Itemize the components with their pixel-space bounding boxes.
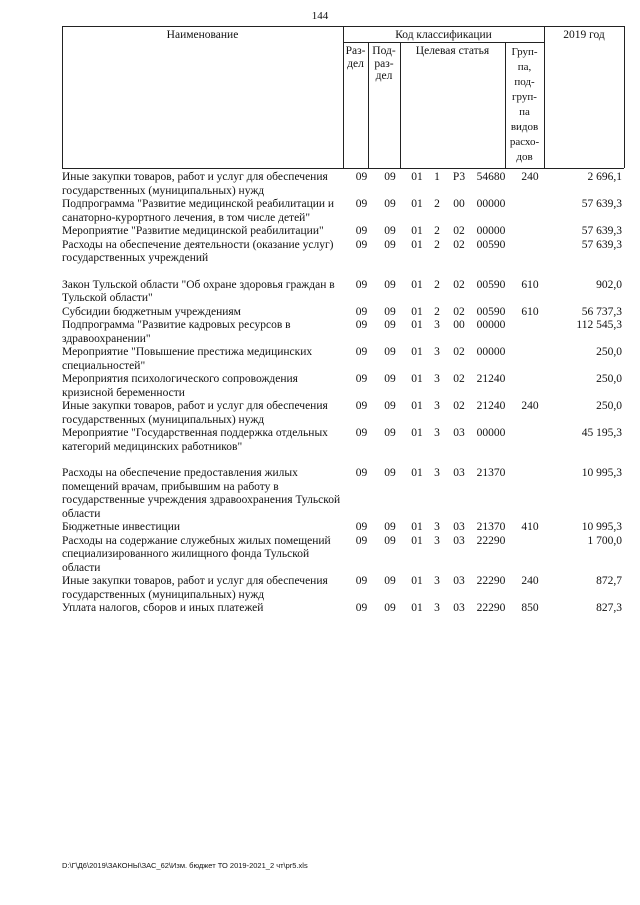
row-target-direction: 00000 (476, 319, 506, 331)
row-podrazdel: 09 (384, 521, 396, 533)
header-podrazdel-line: раз- (374, 57, 394, 70)
row-target-direction: 21370 (476, 467, 506, 479)
row-amount: 56 737,3 (581, 305, 622, 318)
row-name: Подпрограмма "Развитие кадровых ресурсов в здравоохранении" (62, 319, 291, 345)
header-vid-line: дов (516, 151, 533, 163)
row-podrazdel: 09 (384, 400, 396, 412)
row-razdel: 09 (355, 198, 368, 210)
row-target-program: 01 (411, 171, 423, 183)
row-podrazdel: 09 (384, 278, 396, 291)
header-name: Наименование (166, 29, 239, 41)
row-amount: 10 995,3 (581, 467, 622, 479)
row-name: Закон Тульской области "Об охране здоровья граждан в Тульской области" (62, 278, 335, 304)
row-razdel: 09 (355, 534, 368, 547)
row-target-direction: 00590 (476, 278, 506, 291)
row-razdel: 09 (355, 225, 368, 237)
row-expense-type (510, 198, 550, 225)
row-target-event: 00 (453, 319, 465, 331)
header-divider (544, 26, 545, 168)
row-razdel: 09 (355, 238, 368, 251)
row-amount: 57 639,3 (581, 225, 622, 237)
row-target-subprogram: 3 (434, 467, 440, 479)
table-row (62, 198, 622, 225)
table-row (62, 602, 622, 616)
row-amount: 1 700,0 (587, 534, 622, 547)
row-target-direction: 54680 (476, 171, 506, 183)
row-name: Субсидии бюджетным учреждениям (62, 305, 241, 318)
row-name: Расходы на обеспечение предоставления жилых помещений врачам, прибывшим на работу в государственные учреждения здравоохранения Тульской области (62, 467, 341, 520)
header-podrazdel-line: Под- (372, 45, 396, 57)
row-razdel: 09 (355, 602, 368, 614)
row-amount: 250,0 (596, 346, 622, 358)
row-podrazdel: 09 (384, 373, 396, 385)
row-razdel: 09 (355, 400, 368, 412)
header-vid (505, 45, 544, 165)
row-expense-type (510, 373, 550, 400)
table-row (62, 575, 622, 602)
row-podrazdel: 09 (384, 305, 396, 318)
row-podrazdel: 09 (384, 346, 396, 358)
row-target-program: 01 (411, 319, 423, 331)
row-expense-type (510, 427, 550, 454)
row-razdel: 09 (355, 346, 368, 358)
row-name: Расходы на содержание служебных жилых помещений специализированного жилищного фонда Тульской области (62, 534, 331, 574)
header-target: Целевая статья (415, 45, 490, 57)
page-number: 144 (311, 10, 329, 22)
row-name: Мероприятие "Развитие медицинской реабилитации" (62, 225, 324, 237)
row-expense-type (510, 225, 550, 239)
table-row (62, 373, 622, 400)
table-row (62, 346, 622, 373)
table-row (62, 535, 622, 576)
row-target-direction: 00000 (476, 198, 506, 210)
table-row (62, 454, 622, 521)
row-target-event: 03 (453, 602, 465, 614)
row-target-direction: 21240 (476, 373, 506, 385)
row-amount: 112 545,3 (576, 319, 622, 331)
row-amount: 250,0 (596, 400, 622, 412)
row-razdel: 09 (355, 521, 368, 533)
row-target-event: Р3 (452, 171, 466, 183)
row-expense-type (510, 319, 550, 346)
header-vid-line: Груп- (511, 46, 538, 58)
row-podrazdel: 09 (384, 427, 396, 439)
row-amount: 250,0 (596, 373, 622, 385)
row-target-program: 01 (411, 305, 423, 318)
row-expense-type: 410 (521, 521, 539, 533)
header-border-left (62, 26, 63, 168)
table-row (62, 521, 622, 535)
file-path-footer: D:\Г\Д6\2019\ЗАКОНЫ\ЗАС_62\Изм. бюджет ТО 2019-2021_2 чт\pr5.xls (62, 861, 308, 870)
row-razdel: 09 (355, 305, 368, 318)
row-target-event: 03 (453, 534, 465, 547)
row-target-subprogram: 2 (434, 305, 440, 318)
row-expense-type: 850 (521, 602, 539, 614)
row-razdel: 09 (355, 467, 368, 479)
row-target-direction: 00590 (476, 305, 506, 318)
row-target-event: 02 (453, 305, 465, 318)
row-target-program: 01 (411, 400, 423, 412)
header-code-group: Код классификации (395, 29, 492, 41)
row-target-subprogram: 3 (434, 521, 440, 533)
row-target-event: 00 (453, 198, 465, 210)
row-name: Мероприятие "Государственная поддержка отдельных категорий медицинских работников" (62, 427, 328, 453)
row-amount: 57 639,3 (581, 238, 622, 251)
row-target-direction: 00000 (476, 225, 506, 237)
row-target-subprogram: 3 (434, 319, 440, 331)
row-podrazdel: 09 (384, 534, 396, 547)
row-target-event: 02 (453, 346, 465, 358)
header-vid-line: видов (510, 121, 539, 133)
row-target-direction: 00000 (476, 346, 506, 358)
row-name: Иные закупки товаров, работ и услуг для обеспечения государственных (муниципальных) нужд (62, 575, 328, 601)
row-target-event: 02 (453, 225, 465, 237)
row-target-subprogram: 3 (434, 602, 440, 614)
table-row (62, 225, 622, 239)
row-target-program: 01 (411, 521, 423, 533)
header-vid-line: под- (514, 76, 535, 88)
table-row (62, 400, 622, 427)
header-vid-line: па, (517, 61, 532, 73)
row-target-event: 03 (453, 521, 465, 533)
row-target-subprogram: 2 (434, 225, 440, 237)
header-year: 2019 год (563, 29, 605, 41)
row-target-program: 01 (411, 278, 423, 291)
row-razdel: 09 (355, 427, 368, 439)
row-target-program: 01 (411, 198, 423, 210)
row-target-program: 01 (411, 467, 423, 479)
row-target-direction: 21240 (476, 400, 506, 412)
row-target-direction: 00000 (476, 427, 506, 439)
row-target-subprogram: 3 (434, 534, 440, 547)
header-vid-line: груп- (512, 91, 537, 103)
row-target-event: 02 (453, 400, 465, 412)
row-target-event: 02 (453, 238, 465, 251)
row-podrazdel: 09 (384, 602, 396, 614)
row-expense-type: 240 (521, 575, 539, 587)
row-target-event: 03 (453, 427, 465, 439)
header-razdel-line: дел (347, 57, 364, 70)
row-expense-type: 610 (521, 305, 539, 318)
table-row (62, 427, 622, 454)
row-name: Подпрограмма "Развитие медицинской реабилитации и санаторно-курортного лечения, в том числе детей" (62, 198, 335, 224)
header-divider (400, 42, 401, 168)
row-expense-type (510, 535, 550, 576)
row-razdel: 09 (355, 373, 368, 385)
row-target-subprogram: 3 (434, 427, 440, 439)
row-target-subprogram: 1 (434, 171, 440, 183)
row-target-subprogram: 2 (434, 238, 440, 251)
header-vid-line: па (519, 106, 530, 118)
header-border-right (624, 26, 625, 168)
row-target-direction: 21370 (476, 521, 506, 533)
row-target-program: 01 (411, 575, 423, 587)
row-target-subprogram: 3 (434, 575, 440, 587)
row-name: Иные закупки товаров, работ и услуг для обеспечения государственных (муниципальных) нужд (62, 400, 328, 426)
row-podrazdel: 09 (384, 238, 396, 251)
row-amount: 827,3 (596, 602, 622, 614)
budget-table (62, 171, 622, 616)
row-target-event: 02 (453, 278, 465, 291)
row-podrazdel: 09 (384, 198, 396, 210)
row-target-direction: 22290 (476, 602, 506, 614)
row-expense-type: 240 (521, 171, 539, 183)
row-target-subprogram: 3 (434, 400, 440, 412)
row-target-subprogram: 2 (434, 278, 440, 291)
table-row (62, 319, 622, 346)
table-row (62, 306, 622, 320)
row-name: Уплата налогов, сборов и иных платежей (62, 602, 264, 614)
row-target-program: 01 (411, 238, 423, 251)
header-bottom-rule (62, 168, 624, 169)
header-mid-rule (343, 42, 544, 43)
row-podrazdel: 09 (384, 575, 396, 587)
row-expense-type: 240 (521, 400, 539, 412)
header-podrazdel (368, 45, 400, 83)
row-target-program: 01 (411, 346, 423, 358)
row-target-direction: 22290 (476, 575, 506, 587)
row-name: Иные закупки товаров, работ и услуг для обеспечения государственных (муниципальных) нужд (62, 171, 328, 197)
row-amount: 902,0 (596, 278, 622, 291)
row-expense-type (510, 346, 550, 373)
row-expense-type (510, 239, 550, 266)
row-razdel: 09 (355, 278, 368, 291)
row-podrazdel: 09 (384, 319, 396, 331)
row-target-direction: 00590 (476, 238, 506, 251)
table-row (62, 171, 622, 198)
row-target-event: 02 (453, 373, 465, 385)
row-podrazdel: 09 (384, 225, 396, 237)
row-target-direction: 22290 (476, 534, 506, 547)
row-amount: 10 995,3 (581, 521, 622, 533)
row-razdel: 09 (355, 171, 368, 183)
row-amount: 2 696,1 (587, 171, 622, 183)
row-podrazdel: 09 (384, 171, 396, 183)
row-target-program: 01 (411, 427, 423, 439)
header-razdel (343, 45, 368, 70)
row-target-subprogram: 2 (434, 198, 440, 210)
row-target-event: 03 (453, 467, 465, 479)
row-name: Расходы на обеспечение деятельности (оказание услуг) государственных учреждений (62, 238, 334, 264)
header-razdel-line: Раз- (345, 45, 366, 57)
row-target-subprogram: 3 (434, 346, 440, 358)
row-expense-type: 610 (521, 278, 539, 291)
row-target-event: 03 (453, 575, 465, 587)
row-amount: 45 195,3 (581, 427, 622, 439)
row-target-program: 01 (411, 225, 423, 237)
row-podrazdel: 09 (384, 467, 396, 479)
row-amount: 872,7 (596, 575, 622, 587)
table-row (62, 266, 622, 306)
header-vid-line: расхо- (509, 136, 540, 148)
row-razdel: 09 (355, 575, 368, 587)
budget-rows (62, 171, 622, 616)
table-row (62, 239, 622, 266)
row-target-subprogram: 3 (434, 373, 440, 385)
row-name: Мероприятие "Повышение престижа медицинских специальностей" (62, 346, 313, 372)
row-name: Мероприятия психологического сопровождения кризисной беременности (62, 373, 298, 399)
row-target-program: 01 (411, 373, 423, 385)
row-expense-type (510, 454, 550, 521)
row-target-program: 01 (411, 602, 423, 614)
header-podrazdel-line: дел (375, 70, 393, 82)
row-razdel: 09 (355, 319, 368, 331)
row-amount: 57 639,3 (581, 198, 622, 210)
row-name: Бюджетные инвестиции (62, 521, 181, 533)
row-target-program: 01 (411, 534, 423, 547)
